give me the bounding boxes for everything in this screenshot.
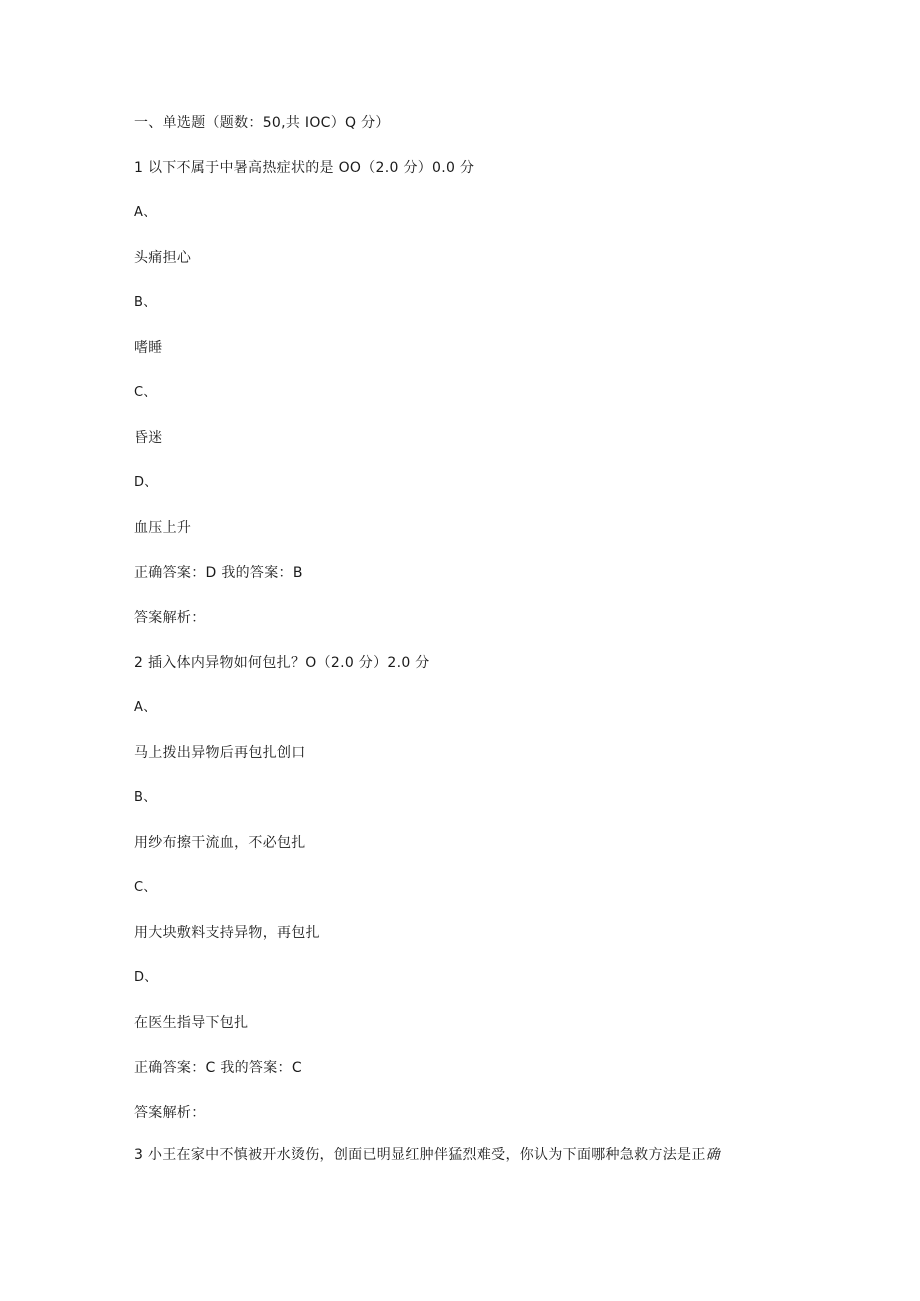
question-2-answer: 正确答案：C 我的答案：C xyxy=(134,1060,302,1076)
question-1-option-b-letter: B、 xyxy=(134,295,157,310)
question-1-option-a-letter: A、 xyxy=(134,205,157,220)
question-1-option-d-text: 血压上升 xyxy=(134,520,192,536)
question-1-stem: 1 以下不属于中暑高热症状的是 OO（2.0 分）0.0 分 xyxy=(134,160,475,176)
question-1-option-a-text: 头痛担心 xyxy=(134,250,192,266)
question-1-answer: 正确答案：D 我的答案：B xyxy=(134,565,303,581)
question-3-stem-tail: 确 xyxy=(705,1147,720,1163)
question-2-option-d-letter: D、 xyxy=(134,970,158,985)
question-2-option-b-text: 用纱布擦干流血，不必包扎 xyxy=(134,835,306,851)
question-2-stem: 2 插入体内异物如何包扎？O（2.0 分）2.0 分 xyxy=(134,655,430,671)
question-2-option-b-letter: B、 xyxy=(134,790,157,805)
question-2-option-d-text: 在医生指导下包扎 xyxy=(134,1015,249,1031)
question-2-option-c-text: 用大块敷料支持异物，再包扎 xyxy=(134,925,320,941)
question-1-analysis-label: 答案解析： xyxy=(134,610,206,626)
question-3-stem xyxy=(134,1145,720,1165)
question-3-stem-main: 3 小王在家中不慎被开水烫伤，创面已明显红肿伴猛烈难受，你认为下面哪种急救方法是正 xyxy=(134,1147,706,1163)
question-1-option-b-text: 嗜睡 xyxy=(134,340,163,356)
question-1-option-c-text: 昏迷 xyxy=(134,430,163,446)
question-1-option-d-letter: D、 xyxy=(134,475,158,490)
section-header: 一、单选题（题数：50,共 IOC）Q 分） xyxy=(134,115,390,131)
question-2-analysis-label: 答案解析： xyxy=(134,1105,206,1121)
question-1-option-c-letter: C、 xyxy=(134,385,157,400)
question-2-option-a-letter: A、 xyxy=(134,700,157,715)
question-2-option-a-text: 马上拨出异物后再包扎创口 xyxy=(134,745,306,761)
question-2-option-c-letter: C、 xyxy=(134,880,157,895)
